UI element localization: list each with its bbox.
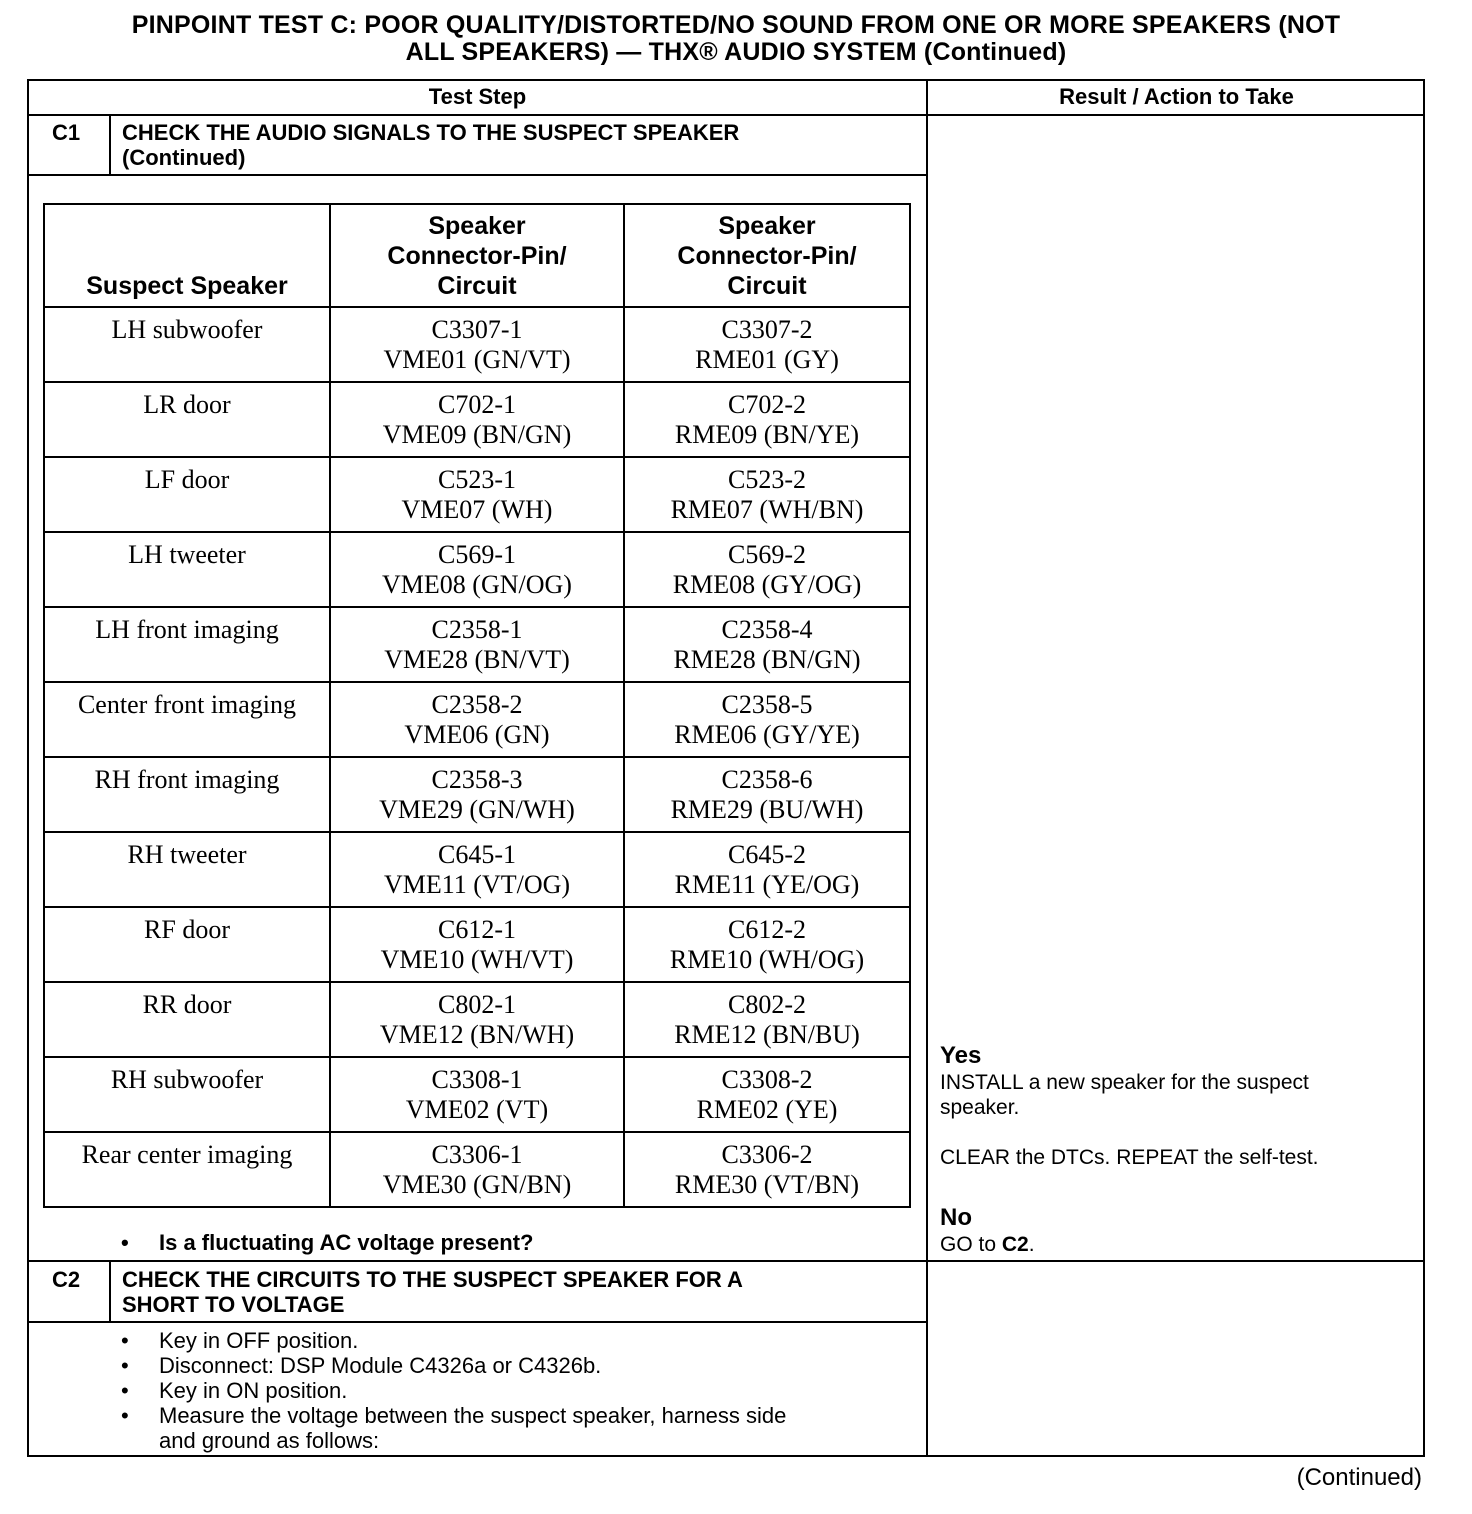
column-divider — [926, 79, 928, 1457]
connector-pin: C645-1 — [438, 840, 516, 869]
bullet-icon: • — [121, 1378, 129, 1403]
circuit: RME29 (BU/WH) — [670, 795, 864, 824]
table-row — [44, 907, 910, 982]
c1-no-action-prefix: GO to — [940, 1233, 1002, 1256]
c2-number-divider — [109, 1260, 111, 1323]
col3-line-3: Circuit — [727, 272, 807, 300]
circuit: RME30 (VT/BN) — [674, 1170, 860, 1199]
connector-pin: C612-2 — [728, 915, 806, 944]
connector-pin: C2358-4 — [721, 615, 813, 644]
pin-cell-1 — [330, 982, 624, 1057]
circuit: VME09 (BN/GN) — [382, 420, 572, 449]
connector-pin: C523-2 — [728, 465, 806, 494]
speaker-cell: LH front imaging — [44, 607, 330, 682]
col2-line-3: Circuit — [437, 272, 517, 300]
connector-pin: C3306-2 — [721, 1140, 813, 1169]
table-row — [44, 382, 910, 457]
c2-bullet-4-text: Measure the voltage between the suspect speaker, harness side — [159, 1403, 787, 1428]
connector-pin: C569-1 — [438, 540, 516, 569]
pin-cell-1 — [330, 307, 624, 382]
col-connector-pin-2 — [624, 204, 910, 307]
pin-cell-1 — [330, 457, 624, 532]
c1-no-action-suffix: . — [1028, 1233, 1035, 1256]
col2-line-2: Connector-Pin/ — [387, 242, 567, 270]
connector-pin: C2358-1 — [431, 615, 523, 644]
table-row — [44, 457, 910, 532]
circuit: VME02 (VT) — [405, 1095, 549, 1124]
c1-title-divider — [27, 174, 927, 176]
pin-cell-1 — [330, 1132, 624, 1207]
c1-yes-action-line-2: speaker. — [940, 1096, 1020, 1119]
title-line-1: PINPOINT TEST C: POOR QUALITY/DISTORTED/NO SOUND FROM ONE OR MORE SPEAKERS (NOT — [131, 11, 1341, 39]
c1-yes-action-2: CLEAR the DTCs. REPEAT the self-test. — [940, 1146, 1319, 1169]
c1-no-action-link[interactable]: C2 — [1001, 1233, 1029, 1256]
bullet-icon: • — [121, 1403, 129, 1428]
connector-pin: C523-1 — [438, 465, 516, 494]
pin-cell-1 — [330, 907, 624, 982]
c1-no-label: No — [940, 1204, 972, 1231]
speaker-cell: LH subwoofer — [44, 307, 330, 382]
speaker-cell: RH tweeter — [44, 832, 330, 907]
pin-cell-2 — [624, 982, 910, 1057]
pin-cell-1 — [330, 757, 624, 832]
circuit: VME08 (GN/OG) — [382, 570, 572, 599]
circuit: RME01 (GY) — [695, 345, 839, 374]
pin-cell-1 — [330, 607, 624, 682]
speaker-table-body — [44, 307, 910, 1207]
connector-pin: C702-1 — [438, 390, 516, 419]
header-test-step: Test Step — [428, 84, 527, 109]
page-title — [30, 12, 1442, 66]
pin-cell-1 — [330, 682, 624, 757]
col-connector-pin-1 — [330, 204, 624, 307]
pin-cell-1 — [330, 1057, 624, 1132]
circuit: RME28 (BN/GN) — [673, 645, 861, 674]
circuit: VME01 (GN/VT) — [383, 345, 571, 374]
pin-cell-1 — [330, 532, 624, 607]
c1-yes-action — [940, 1070, 1309, 1120]
bullet-icon: • — [121, 1353, 129, 1378]
pin-cell-2 — [624, 382, 910, 457]
c2-bullet-2-text: Disconnect: DSP Module C4326a or C4326b. — [159, 1353, 602, 1378]
c2-bullet-1 — [121, 1328, 358, 1353]
table-row — [44, 682, 910, 757]
circuit: VME29 (GN/WH) — [379, 795, 575, 824]
col3-line-1: Speaker — [718, 212, 816, 240]
c1-yes-action-line-1: INSTALL a new speaker for the suspect — [940, 1071, 1309, 1094]
connector-pin: C802-1 — [438, 990, 516, 1019]
col-suspect-speaker-label: Suspect Speaker — [86, 272, 288, 300]
connector-pin: C3308-2 — [721, 1065, 813, 1094]
speaker-cell: LH tweeter — [44, 532, 330, 607]
circuit: VME07 (WH) — [401, 495, 553, 524]
circuit: VME30 (GN/BN) — [382, 1170, 572, 1199]
circuit: VME12 (BN/WH) — [379, 1020, 575, 1049]
speaker-cell: RR door — [44, 982, 330, 1057]
speaker-table-header-row — [44, 204, 910, 307]
connector-pin: C612-1 — [438, 915, 516, 944]
speaker-cell: LF door — [44, 457, 330, 532]
header-divider — [27, 114, 1425, 116]
circuit: RME06 (GY/YE) — [674, 720, 860, 749]
c1-number-divider — [109, 114, 111, 176]
pin-cell-1 — [330, 832, 624, 907]
c2-bullet-4 — [121, 1403, 786, 1428]
speaker-connector-table — [43, 203, 911, 1208]
pin-cell-2 — [624, 907, 910, 982]
circuit: VME06 (GN) — [404, 720, 550, 749]
table-row — [44, 607, 910, 682]
circuit: RME07 (WH/BN) — [670, 495, 864, 524]
c1-yes-label: Yes — [940, 1042, 982, 1069]
speaker-cell: Center front imaging — [44, 682, 330, 757]
connector-pin: C3307-1 — [431, 315, 523, 344]
circuit: RME12 (BN/BU) — [674, 1020, 860, 1049]
c1-question — [121, 1230, 533, 1256]
connector-pin: C702-2 — [728, 390, 806, 419]
table-row — [44, 757, 910, 832]
pin-cell-2 — [624, 832, 910, 907]
pin-cell-2 — [624, 1057, 910, 1132]
c2-bullet-1-text: Key in OFF position. — [159, 1328, 359, 1353]
c2-bullet-4-continuation — [159, 1428, 379, 1453]
col-suspect-speaker — [44, 204, 330, 307]
step-title-c1 — [122, 120, 739, 170]
connector-pin: C2358-3 — [431, 765, 523, 794]
connector-pin: C645-2 — [728, 840, 806, 869]
c2-bullet-3-text: Key in ON position. — [159, 1378, 348, 1403]
pin-cell-2 — [624, 532, 910, 607]
step-number-c2: C2 — [52, 1267, 81, 1292]
pin-cell-2 — [624, 757, 910, 832]
table-row — [44, 307, 910, 382]
step-divider — [27, 1260, 1425, 1262]
table-row — [44, 1057, 910, 1132]
speaker-cell: Rear center imaging — [44, 1132, 330, 1207]
pin-cell-2 — [624, 307, 910, 382]
continued-note: (Continued) — [1296, 1464, 1422, 1491]
circuit: VME10 (WH/VT) — [380, 945, 574, 974]
step-number-c1: C1 — [52, 120, 81, 145]
bullet-icon: • — [121, 1328, 129, 1353]
c1-question-text: Is a fluctuating AC voltage present? — [159, 1230, 534, 1255]
step-title-c2-line-2: SHORT TO VOLTAGE — [122, 1292, 345, 1317]
circuit: RME09 (BN/YE) — [674, 420, 860, 449]
c2-title-divider — [27, 1321, 927, 1323]
title-line-2: ALL SPEAKERS) — THX® AUDIO SYSTEM (Continued) — [405, 38, 1067, 66]
table-row — [44, 1132, 910, 1207]
speaker-cell: RH subwoofer — [44, 1057, 330, 1132]
pin-cell-1 — [330, 382, 624, 457]
table-row — [44, 532, 910, 607]
table-row — [44, 982, 910, 1057]
speaker-cell: RH front imaging — [44, 757, 330, 832]
speaker-cell: LR door — [44, 382, 330, 457]
pin-cell-2 — [624, 682, 910, 757]
circuit: RME08 (GY/OG) — [672, 570, 862, 599]
step-title-c2-line-1: CHECK THE CIRCUITS TO THE SUSPECT SPEAKER FOR A — [122, 1267, 743, 1292]
bullet-icon: • — [121, 1230, 129, 1255]
connector-pin: C2358-6 — [721, 765, 813, 794]
connector-pin: C3308-1 — [431, 1065, 523, 1094]
c2-bullet-4-continuation-text: and ground as follows: — [159, 1428, 380, 1453]
step-title-c2 — [122, 1267, 743, 1317]
circuit: VME11 (VT/OG) — [383, 870, 571, 899]
col3-line-2: Connector-Pin/ — [677, 242, 857, 270]
connector-pin: C3306-1 — [431, 1140, 523, 1169]
connector-pin: C2358-5 — [721, 690, 813, 719]
connector-pin: C2358-2 — [431, 690, 523, 719]
c2-bullet-3 — [121, 1378, 347, 1403]
c1-no-action — [940, 1232, 1035, 1257]
pin-cell-2 — [624, 607, 910, 682]
pin-cell-2 — [624, 457, 910, 532]
table-row — [44, 832, 910, 907]
circuit: RME11 (YE/OG) — [674, 870, 860, 899]
connector-pin: C569-2 — [728, 540, 806, 569]
circuit: VME28 (BN/VT) — [384, 645, 570, 674]
circuit: RME02 (YE) — [696, 1095, 838, 1124]
pin-cell-2 — [624, 1132, 910, 1207]
col2-line-1: Speaker — [428, 212, 526, 240]
circuit: RME10 (WH/OG) — [669, 945, 865, 974]
step-title-c1-line-2: (Continued) — [122, 145, 246, 170]
c2-bullet-2 — [121, 1353, 601, 1378]
header-result: Result / Action to Take — [1059, 84, 1294, 109]
connector-pin: C3307-2 — [721, 315, 813, 344]
speaker-cell: RF door — [44, 907, 330, 982]
step-title-c1-line-1: CHECK THE AUDIO SIGNALS TO THE SUSPECT SPEAKER — [122, 120, 740, 145]
connector-pin: C802-2 — [728, 990, 806, 1019]
